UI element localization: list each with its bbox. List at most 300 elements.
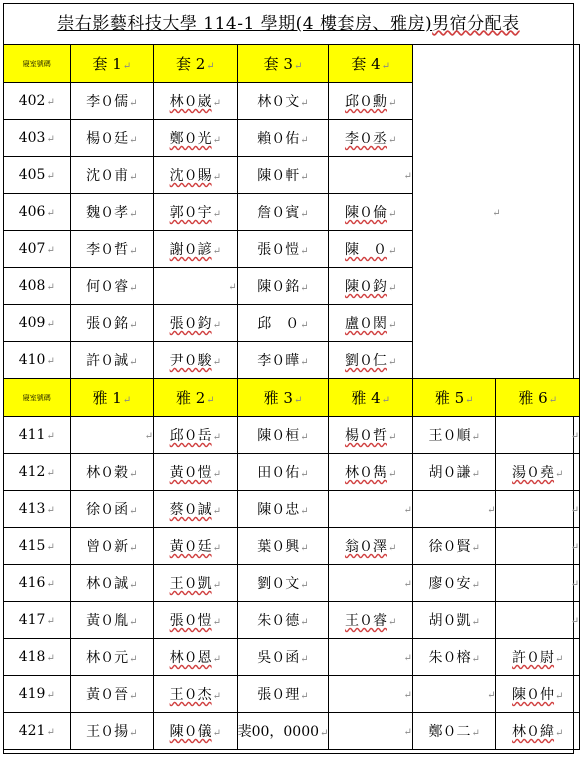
return-mark: ↵ [212,506,222,517]
resident-name: 李０曄 [257,353,300,369]
resident-cell [70,305,154,342]
resident-cell [329,120,413,157]
resident-name: 張０理 [257,687,300,703]
return-mark: ↵ [129,283,138,294]
return-mark: ↵ [46,282,55,293]
resident-cell [70,157,154,194]
resident-name: 張０鈞 [169,316,212,332]
resident-cell [70,83,154,120]
return-mark: ↵ [300,283,309,294]
resident-cell [329,305,413,342]
resident-cell [329,454,413,491]
table-row [4,713,580,750]
table-row [4,639,580,676]
resident-cell [154,528,238,565]
resident-name: 許０誠 [86,353,129,369]
dorm-col-header [154,379,238,417]
resident-cell [237,342,329,379]
resident-name: 楊０廷 [86,131,129,147]
return-mark: ↵ [293,395,303,406]
return-mark: ↵ [212,580,222,591]
resident-cell [237,676,329,713]
resident-name: 詹０賓 [257,205,300,221]
return-mark: ↵ [46,319,55,330]
room-number-text: 409 [18,315,46,331]
return-mark: ↵ [212,728,222,739]
resident-cell [237,528,329,565]
room-number [4,120,71,157]
return-mark: ↵ [122,395,132,406]
dorm-col-header-text: 雅 6 [518,389,548,407]
resident-cell [412,417,496,454]
dorm-header-row [4,379,580,417]
resident-cell [237,491,329,528]
resident-name: 曾０新 [86,539,129,555]
return-mark: ↵ [212,172,222,183]
resident-cell [154,676,238,713]
room-number [4,342,71,379]
resident-cell [154,602,238,639]
room-number [4,194,71,231]
resident-cell [70,342,154,379]
suite-room-label: 寢室號碼 [4,45,71,83]
room-number-text: 407 [18,241,46,257]
resident-name: 林０恩 [169,650,212,666]
resident-cell [154,157,238,194]
suite-col-header-text: 套 2 [175,55,206,73]
resident-name: 林０崴 [169,94,212,110]
return-mark: ↵ [570,542,579,553]
room-number [4,528,71,565]
return-mark: ↵ [46,245,55,256]
dorm-room-label: 寢室號碼 [4,379,71,417]
resident-name: 賴０佑 [257,131,300,147]
resident-name: 王０睿 [344,613,387,629]
resident-cell [70,454,154,491]
resident-name: 陳０桓 [257,428,300,444]
resident-cell [154,120,238,157]
resident-name: 朱０榕 [428,650,471,666]
resident-cell [154,342,238,379]
resident-cell [237,602,329,639]
resident-name: 王０杰 [169,687,212,703]
resident-cell [329,194,413,231]
return-mark: ↵ [129,543,138,554]
resident-cell [154,305,238,342]
return-mark: ↵ [206,61,215,72]
dorm-col-header-text: 雅 3 [263,389,293,407]
resident-name: 許０尉 [512,650,555,666]
resident-name: 湯０堯 [512,465,555,481]
return-mark: ↵ [212,691,222,702]
resident-cell [237,454,329,491]
resident-name: 陳０儀 [169,724,212,740]
resident-name: 陳０軒 [257,168,300,184]
room-number-text: 410 [18,352,46,368]
room-number-text: 421 [18,723,46,739]
return-mark: ↵ [129,580,138,591]
return-mark: ↵ [46,97,55,108]
resident-cell [496,565,580,602]
dorm-col-header [412,379,496,417]
return-mark: ↵ [555,691,564,702]
resident-name: 胡０凱 [428,613,471,629]
resident-name: 蔡０誠 [169,502,212,518]
room-number [4,305,71,342]
room-number [4,454,71,491]
room-number-text: 418 [18,649,46,665]
resident-name: 陳０仲 [512,687,555,703]
resident-cell [329,676,413,713]
return-mark: ↵ [471,654,480,665]
resident-cell [237,713,329,750]
page-title [3,6,574,42]
return-mark: ↵ [387,357,397,368]
return-mark: ↵ [300,691,309,702]
resident-cell [70,565,154,602]
return-mark: ↵ [129,209,138,220]
return-mark: ↵ [471,728,480,739]
resident-name: 林０元 [86,650,129,666]
room-number-text: 411 [18,427,46,443]
return-mark: ↵ [570,505,579,516]
resident-cell [237,120,329,157]
resident-cell [412,491,496,528]
resident-cell [237,417,329,454]
resident-cell [154,491,238,528]
return-mark: ↵ [129,135,138,146]
resident-name: 陳０倫 [344,205,387,221]
return-mark: ↵ [300,617,309,628]
return-mark: ↵ [46,690,55,701]
resident-name: 裴00，0000 [237,724,320,740]
resident-name: 吳０函 [257,650,300,666]
resident-name: 沈０賜 [169,168,212,184]
resident-cell [496,491,580,528]
resident-name: 楊０哲 [344,428,387,444]
table-row [4,528,580,565]
blank-area [412,45,579,379]
resident-name: 沈０甫 [86,168,129,184]
title-school: 崇右影藝科技大學 114-1 學期(4 樓套房、雅房) [57,14,433,34]
return-mark: ↵ [300,135,309,146]
resident-cell [154,454,238,491]
resident-cell [70,713,154,750]
return-mark: ↵ [212,654,222,665]
resident-cell [70,676,154,713]
return-mark: ↵ [122,61,132,72]
resident-cell [154,639,238,676]
return-mark: ↵ [46,134,55,145]
return-mark: ↵ [293,61,303,72]
resident-cell [329,157,413,194]
resident-name: 鄭０光 [169,131,212,147]
return-mark: ↵ [387,617,397,628]
return-mark: ↵ [471,432,480,443]
return-mark: ↵ [46,579,55,590]
resident-name: 張０愷 [257,242,300,258]
resident-name: 鄭０二 [428,724,471,740]
resident-cell [329,565,413,602]
return-mark: ↵ [212,135,222,146]
return-mark: ↵ [46,208,55,219]
resident-name: 林０誠 [86,576,129,592]
return-mark: ↵ [46,616,55,627]
room-number-text: 417 [18,612,46,628]
suite-col-header-text: 套 3 [263,55,293,73]
return-mark: ↵ [403,727,412,738]
return-mark: ↵ [403,690,412,701]
resident-cell [154,231,238,268]
resident-name: 何０睿 [86,279,129,295]
return-mark: ↵ [570,616,579,627]
resident-name: 李０丞 [344,131,387,147]
resident-cell [70,528,154,565]
resident-cell [70,639,154,676]
return-mark: ↵ [46,431,55,442]
resident-cell [329,639,413,676]
resident-cell [154,268,238,305]
dorm-col-header-text: 雅 4 [351,389,381,407]
resident-cell [329,83,413,120]
resident-name: 黃０愷 [169,465,212,481]
resident-cell [496,639,580,676]
resident-cell [70,120,154,157]
table-row [4,602,580,639]
return-mark: ↵ [129,357,138,368]
room-number-text: 403 [18,130,46,146]
return-mark: ↵ [46,171,55,182]
room-number [4,268,71,305]
resident-name: 尹０駿 [169,353,212,369]
resident-name: 陳 ０ [344,242,387,258]
resident-cell [329,713,413,750]
return-mark: ↵ [300,357,309,368]
resident-name: 王０凱 [169,576,212,592]
room-number-text: 412 [18,464,46,480]
return-mark: ↵ [46,468,55,479]
resident-name: 陳０忠 [257,502,300,518]
return-mark: ↵ [212,617,222,628]
return-mark: ↵ [129,246,138,257]
table-row [4,454,580,491]
resident-cell [237,231,329,268]
return-mark: ↵ [129,654,138,665]
table-row [4,491,580,528]
room-number-text: 413 [18,501,46,517]
return-mark: ↵ [387,98,397,109]
resident-cell [70,231,154,268]
return-mark: ↵ [300,209,309,220]
return-mark: ↵ [46,505,55,516]
room-number [4,676,71,713]
room-number-text: 402 [18,93,46,109]
return-mark: ↵ [129,469,138,480]
resident-name: 黃０廷 [169,539,212,555]
return-mark: ↵ [387,320,397,331]
return-mark: ↵ [471,580,480,591]
resident-name: 林０文 [257,94,300,110]
resident-name: 邱０岳 [169,428,212,444]
return-mark: ↵ [212,543,222,554]
room-number-text: 408 [18,278,46,294]
suite-col-header-text: 套 4 [351,55,381,73]
dorm-col-header [70,379,154,417]
dorm-col-header [329,379,413,417]
resident-cell [70,491,154,528]
resident-cell [329,528,413,565]
resident-cell [154,83,238,120]
return-mark: ↵ [144,431,154,442]
resident-name: 郭０宇 [169,205,212,221]
return-mark: ↵ [403,171,412,182]
room-number [4,491,71,528]
dorm-allocation-table [3,44,580,750]
table-row [4,676,580,713]
resident-cell [154,565,238,602]
return-mark: ↵ [387,432,397,443]
resident-name: 邱 ０ [257,316,300,332]
room-number-text: 415 [18,538,46,554]
room-number [4,602,71,639]
resident-cell [496,602,580,639]
resident-name: 林０雋 [344,465,387,481]
return-mark: ↵ [300,506,309,517]
resident-cell [329,491,413,528]
resident-cell [412,676,496,713]
return-mark: ↵ [129,172,138,183]
resident-name: 劉０仁 [344,353,387,369]
resident-name: 徐０函 [86,502,129,518]
suite-col-header [70,45,154,83]
room-number [4,417,71,454]
resident-cell [412,565,496,602]
suite-header-row [4,45,580,83]
resident-name: 林０穀 [86,465,129,481]
resident-name: 胡０謙 [428,465,471,481]
return-mark: ↵ [548,395,558,406]
return-mark: ↵ [300,654,309,665]
return-mark: ↵ [300,320,309,331]
return-mark: ↵ [320,728,329,739]
resident-cell [237,83,329,120]
resident-name: 王０揚 [86,724,129,740]
resident-cell [329,231,413,268]
resident-cell [70,194,154,231]
return-mark: ↵ [387,246,397,257]
room-number-text: 419 [18,686,46,702]
resident-name: 邱０勳 [344,94,387,110]
return-mark: ↵ [206,395,215,406]
room-number [4,157,71,194]
dorm-col-header-text: 雅 1 [92,389,122,407]
return-mark: ↵ [212,469,222,480]
return-mark: ↵ [387,543,397,554]
return-mark: ↵ [387,283,397,294]
return-mark: ↵ [387,209,397,220]
return-mark: ↵ [300,543,309,554]
resident-name: 朱０德 [257,613,300,629]
return-mark: ↵ [129,728,138,739]
resident-name: 黃０晉 [86,687,129,703]
resident-name: 林０緯 [512,724,555,740]
dorm-col-header-text: 雅 5 [434,389,465,407]
return-mark: ↵ [471,543,480,554]
table-row [4,417,580,454]
resident-cell [237,194,329,231]
return-mark: ↵ [471,469,480,480]
return-mark: ↵ [555,469,564,480]
resident-cell [154,194,238,231]
return-mark: ↵ [570,579,579,590]
resident-cell [237,639,329,676]
return-mark: ↵ [381,395,391,406]
resident-cell [496,528,580,565]
return-mark: ↵ [46,653,55,664]
resident-name: 李０儒 [86,94,129,110]
resident-name: 陳０銘 [257,279,300,295]
return-mark: ↵ [492,207,501,219]
return-mark: ↵ [212,246,222,257]
resident-name: 劉０文 [257,576,300,592]
resident-name: 陳０鈞 [344,279,387,295]
return-mark: ↵ [129,506,138,517]
return-mark: ↵ [300,580,309,591]
resident-name: 田０佑 [257,465,300,481]
return-mark: ↵ [300,172,309,183]
resident-cell [237,268,329,305]
return-mark: ↵ [212,432,222,443]
resident-cell [412,639,496,676]
return-mark: ↵ [487,505,496,516]
resident-cell [329,342,413,379]
room-number [4,231,71,268]
return-mark: ↵ [212,357,222,368]
dorm-col-header [496,379,580,417]
room-number [4,83,71,120]
resident-name: 盧０閎 [344,316,387,332]
return-mark: ↵ [381,61,391,72]
return-mark: ↵ [465,395,474,406]
resident-cell [412,528,496,565]
return-mark: ↵ [570,431,579,442]
resident-name: 廖０安 [428,576,471,592]
resident-cell [70,417,154,454]
room-number-text: 405 [18,167,46,183]
resident-name: 徐０賢 [428,539,471,555]
return-mark: ↵ [46,542,55,553]
suite-col-header [237,45,329,83]
resident-name: 張０愷 [169,613,212,629]
resident-cell [237,305,329,342]
return-mark: ↵ [300,469,309,480]
resident-cell [154,713,238,750]
return-mark: ↵ [471,617,480,628]
resident-name: 葉０興 [257,539,300,555]
return-mark: ↵ [300,432,309,443]
resident-cell [237,157,329,194]
resident-cell [496,454,580,491]
return-mark: ↵ [403,579,412,590]
return-mark: ↵ [403,653,412,664]
resident-cell [70,602,154,639]
return-mark: ↵ [403,505,412,516]
return-mark: ↵ [212,320,222,331]
room-number [4,639,71,676]
return-mark: ↵ [228,282,237,293]
resident-name: 李０哲 [86,242,129,258]
return-mark: ↵ [387,469,397,480]
